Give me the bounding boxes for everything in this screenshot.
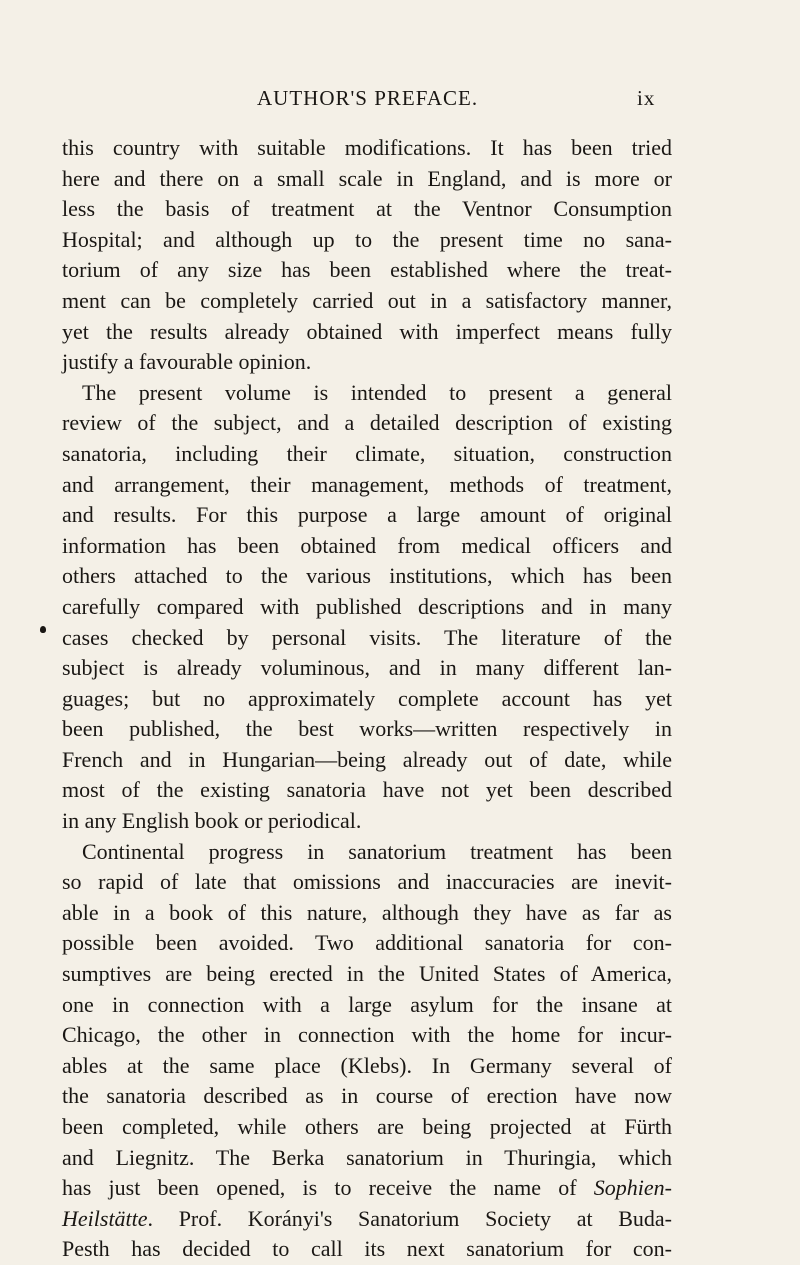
- body-text: [62, 133, 672, 1265]
- text-line: in any English book or periodical.: [62, 808, 362, 834]
- margin-mark: [40, 626, 46, 633]
- text-line: information has been obtained from medical officers and: [62, 532, 672, 558]
- text-line: Pesth has decided to call its next sanatorium for con-: [62, 1236, 672, 1262]
- text-line: Chicago, the other in connection with the home for incur-: [62, 1022, 672, 1048]
- text-line: able in a book of this nature, although they have as far as: [62, 899, 672, 925]
- text-line: and results. For this purpose a large amount of original: [62, 502, 672, 528]
- text-line: ment can be completely carried out in a satisfactory manner,: [62, 287, 672, 313]
- italic-phrase: Heilstätte: [62, 1205, 148, 1231]
- text-line: Hospital; and although up to the present time no sana-: [62, 226, 672, 252]
- text-line: the sanatoria described as in course of erection have now: [62, 1083, 672, 1109]
- running-title: AUTHOR'S PREFACE.: [257, 86, 479, 110]
- text-line: torium of any size has been established where the treat-: [62, 257, 672, 283]
- text-line: [62, 1204, 672, 1235]
- text-line: French and in Hungarian—being already out of date, while: [62, 746, 672, 772]
- text-line: [62, 1173, 672, 1204]
- text-line: subject is already voluminous, and in many different lan-: [62, 655, 672, 681]
- text-line: review of the subject, and a detailed description of existing: [62, 410, 672, 436]
- running-head: [257, 86, 657, 116]
- text-line: so rapid of late that omissions and inaccuracies are inevit-: [62, 869, 672, 895]
- text-line: sumptives are being erected in the United States of America,: [62, 961, 672, 987]
- text-line: carefully compared with published descriptions and in many: [62, 593, 672, 619]
- text-line: ables at the same place (Klebs). In Germany several of: [62, 1052, 672, 1078]
- text-line: others attached to the various institutions, which has been: [62, 563, 672, 589]
- text-line: and arrangement, their management, methods of treatment,: [62, 471, 672, 497]
- text-line: yet the results already obtained with imperfect means fully: [62, 318, 672, 344]
- text-line: less the basis of treatment at the Ventnor Consumption: [62, 196, 672, 222]
- page-number: ix: [637, 86, 656, 110]
- italic-phrase: Sophien-: [593, 1175, 672, 1201]
- text-segment: has just been opened, is to receive the name of: [62, 1175, 577, 1201]
- text-line: cases checked by personal visits. The literature of the: [62, 624, 672, 650]
- text-line: possible been avoided. Two additional sanatoria for con-: [62, 930, 672, 956]
- text-line: one in connection with a large asylum for the insane at: [62, 991, 672, 1017]
- text-line: guages; but no approximately complete account has yet: [62, 685, 672, 711]
- text-segment: . Prof. Korányi's Sanatorium Society at Buda-: [147, 1205, 672, 1231]
- text-line: been completed, while others are being projected at Fürth: [62, 1114, 672, 1139]
- text-line: been published, the best works—written respectively in: [62, 716, 672, 742]
- text-line: this country with suitable modifications. It has been tried: [62, 135, 672, 160]
- text-line: Continental progress in sanatorium treatment has been: [82, 838, 672, 864]
- text-line: and Liegnitz. The Berka sanatorium in Thuringia, which: [62, 1144, 672, 1170]
- text-line: The present volume is intended to present a general: [82, 379, 672, 405]
- text-line: sanatoria, including their climate, situation, construction: [62, 440, 672, 466]
- text-line: most of the existing sanatoria have not yet been described: [62, 777, 672, 803]
- text-line: justify a favourable opinion.: [62, 349, 312, 375]
- text-line: here and there on a small scale in England, and is more or: [62, 165, 672, 191]
